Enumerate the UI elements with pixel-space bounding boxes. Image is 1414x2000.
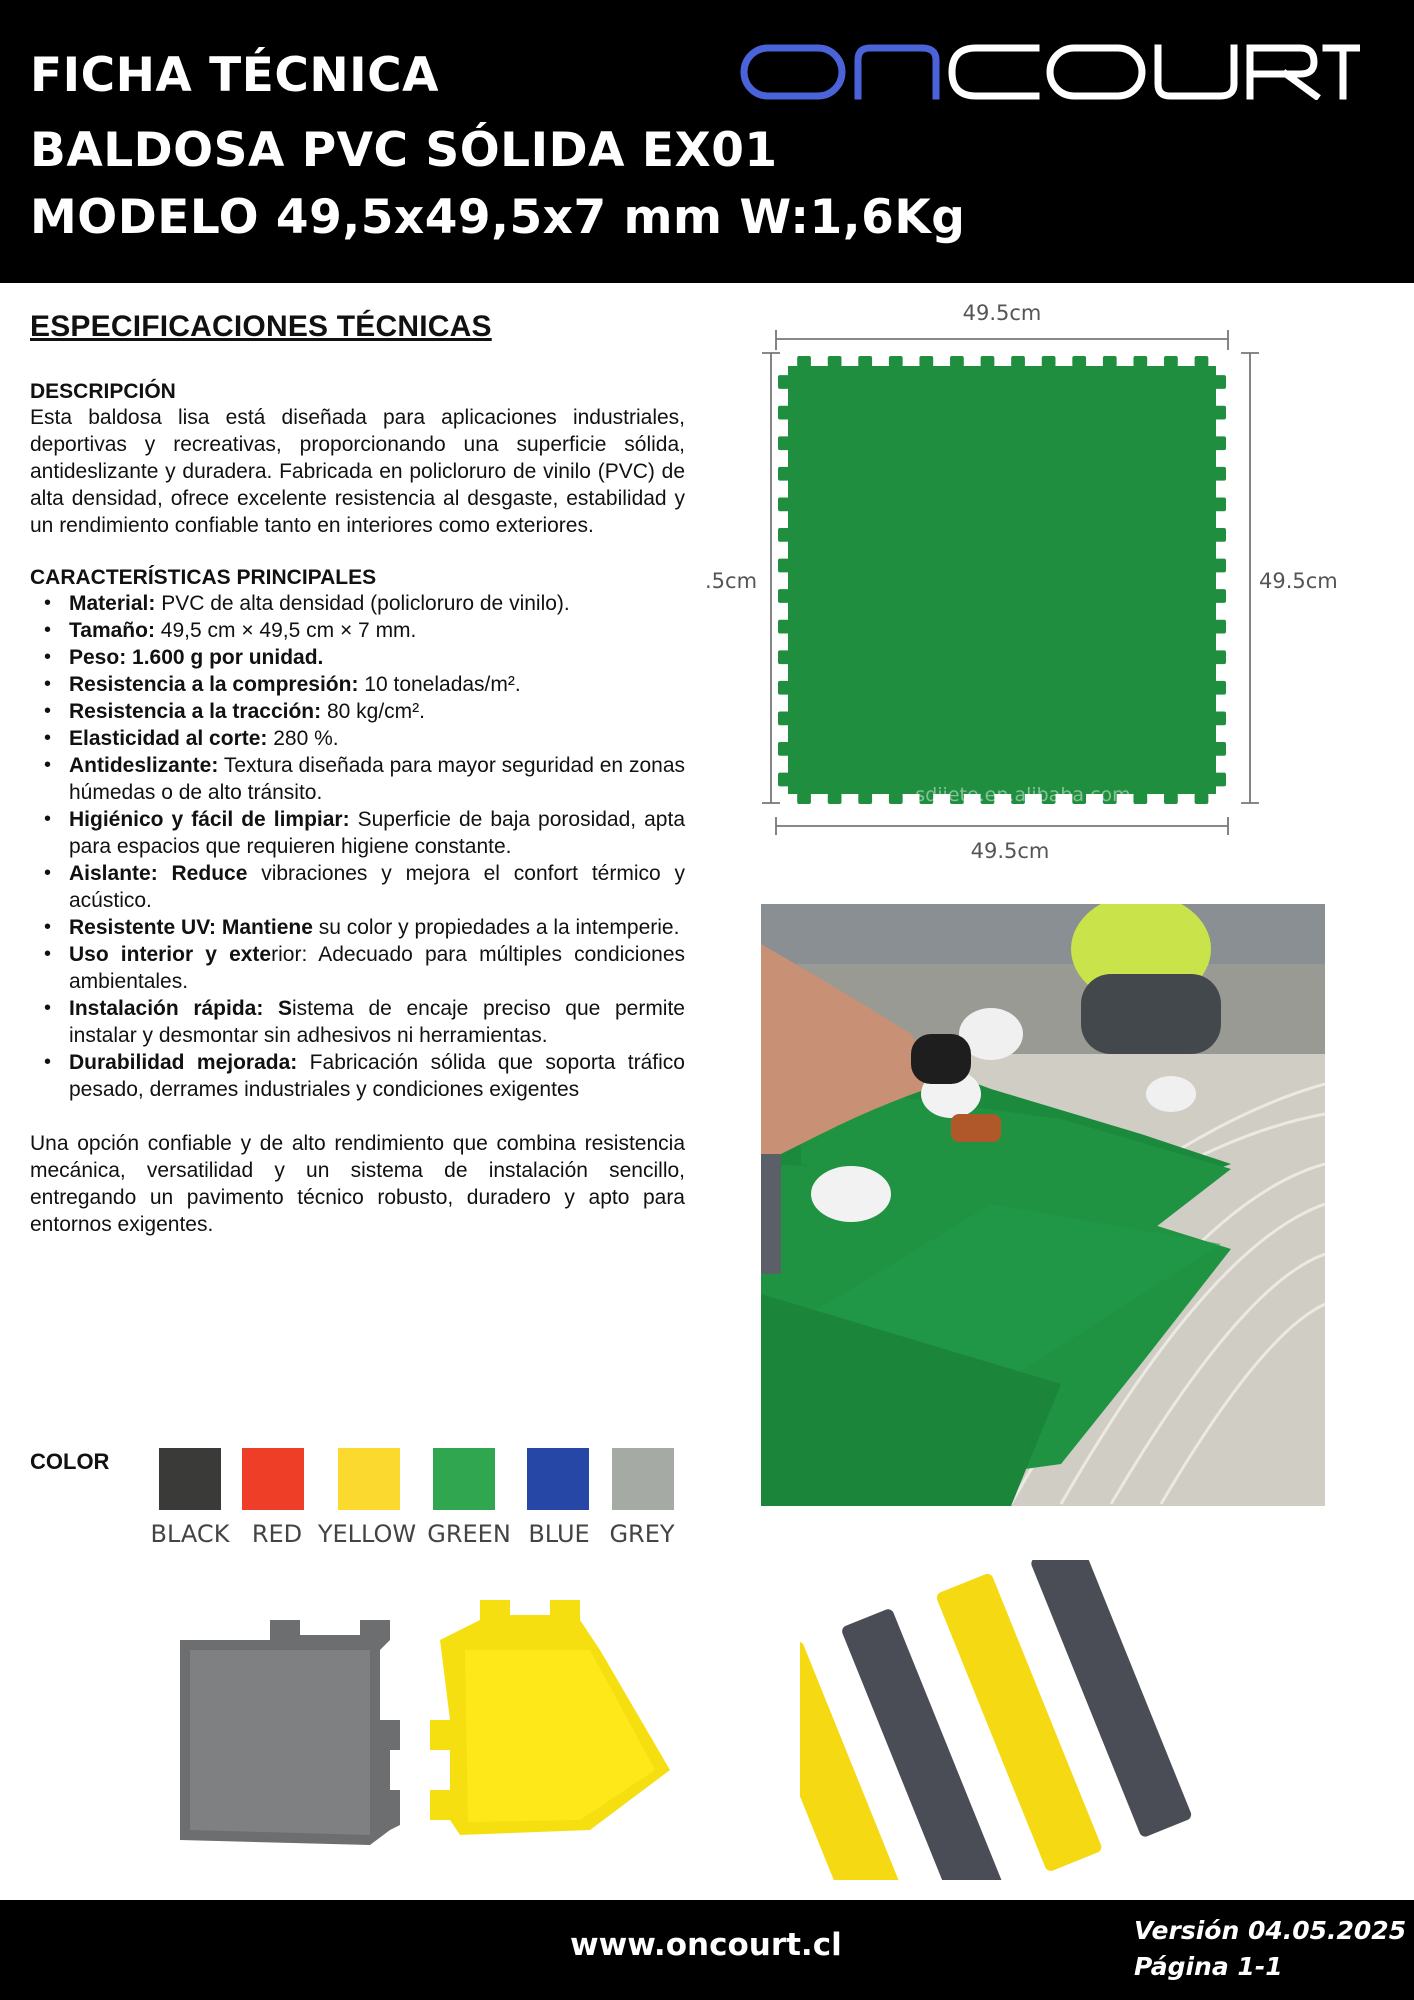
swatch-label-green: GREEN bbox=[427, 1520, 511, 1548]
specs-column bbox=[30, 310, 685, 1238]
swatch-grey bbox=[612, 1448, 674, 1510]
description-text: Esta baldosa lisa está diseñada para aplicaciones industriales, deportivas y recreativas, proporcionando una superficie sólida, antideslizante y duradera. Fabricada en policloruro de vinilo (PVC) de alta densidad, ofrece excelente resistencia al desgaste, estabilidad y un rendimiento confiable tanto en interiores como exteriores. bbox=[30, 406, 685, 537]
title-line-2: BALDOSA PVC SÓLIDA EX01 bbox=[30, 123, 778, 178]
description-heading: DESCRIPCIÓN bbox=[30, 380, 176, 403]
list-item: • Instalación rápida: Sistema de encaje preciso que permite instalar y desmontar sin adhesivos ni herramientas. bbox=[30, 995, 685, 1049]
tile-dimension-figure bbox=[705, 298, 1345, 863]
swatch-label-yellow: YELLOW bbox=[317, 1520, 417, 1548]
list-item: • Antideslizante: Textura diseñada para mayor seguridad en zonas húmedas o de alto tránsito. bbox=[30, 752, 685, 806]
version-text: Versión 04.05.2025 bbox=[1134, 1916, 1407, 1945]
title-line-1: FICHA TÉCNICA bbox=[30, 48, 440, 103]
list-item: • Material: PVC de alta densidad (policloruro de vinilo). bbox=[30, 590, 685, 617]
website-link[interactable]: www.oncourt.cl bbox=[570, 1927, 842, 1963]
closing-text: Una opción confiable y de alto rendimiento que combina resistencia mecánica, versatilidad y un sistema de instalación sencillo, entregando un pavimento técnico robusto, duradero y apto para entornos exigentes. bbox=[30, 1132, 685, 1236]
watermark: sdjiete.en.alibaba.com bbox=[915, 784, 1131, 806]
dim-bottom-label: 49.5cm bbox=[970, 839, 1050, 863]
list-item: • Resistencia a la compresión: 10 toneladas/m². bbox=[30, 671, 685, 698]
list-item: • Uso interior y exterior: Adecuado para múltiples condiciones ambientales. bbox=[30, 941, 685, 995]
features-list bbox=[30, 590, 685, 1103]
installation-photo bbox=[761, 904, 1325, 1506]
list-item: • Elasticidad al corte: 280 %. bbox=[30, 725, 685, 752]
swatch-blue bbox=[527, 1448, 589, 1510]
ramp-strips-image bbox=[800, 1560, 1340, 1880]
swatch-yellow bbox=[338, 1448, 400, 1510]
color-label: COLOR bbox=[30, 1449, 110, 1474]
swatch-label-red: RED bbox=[251, 1520, 303, 1548]
oncourt-logo bbox=[740, 44, 1360, 100]
list-item: • Peso: 1.600 g por unidad. bbox=[30, 644, 685, 671]
page-number: Página 1-1 bbox=[1134, 1952, 1283, 1981]
dim-left-label: .5cm bbox=[705, 569, 758, 593]
list-item: • Resistente UV: Mantiene su color y propiedades a la intemperie. bbox=[30, 914, 685, 941]
specs-title: ESPECIFICACIONES TÉCNICAS bbox=[30, 310, 492, 343]
title-line-3: MODELO 49,5x49,5x7 mm W:1,6Kg bbox=[30, 190, 966, 245]
list-item: • Tamaño: 49,5 cm × 49,5 cm × 7 mm. bbox=[30, 617, 685, 644]
swatch-black bbox=[159, 1448, 221, 1510]
dim-top-label: 49.5cm bbox=[962, 301, 1042, 325]
swatch-green bbox=[433, 1448, 495, 1510]
list-item: • Higiénico y fácil de limpiar: Superficie de baja porosidad, apta para espacios que requieren higiene constante. bbox=[30, 806, 685, 860]
dim-right-label: 49.5cm bbox=[1259, 569, 1338, 593]
list-item: • Durabilidad mejorada: Fabricación sólida que soporta tráfico pesado, derrames industriales y condiciones exigentes bbox=[30, 1049, 685, 1103]
features-heading: CARACTERÍSTICAS PRINCIPALES bbox=[30, 566, 377, 589]
swatch-red bbox=[242, 1448, 304, 1510]
swatch-label-blue: BLUE bbox=[528, 1520, 590, 1548]
corner-pieces-image bbox=[150, 1580, 690, 1870]
swatch-label-black: BLACK bbox=[150, 1520, 230, 1548]
list-item: • Resistencia a la tracción: 80 kg/cm². bbox=[30, 698, 685, 725]
swatch-label-grey: GREY bbox=[609, 1520, 675, 1548]
list-item: • Aislante: Reduce vibraciones y mejora el confort térmico y acústico. bbox=[30, 860, 685, 914]
